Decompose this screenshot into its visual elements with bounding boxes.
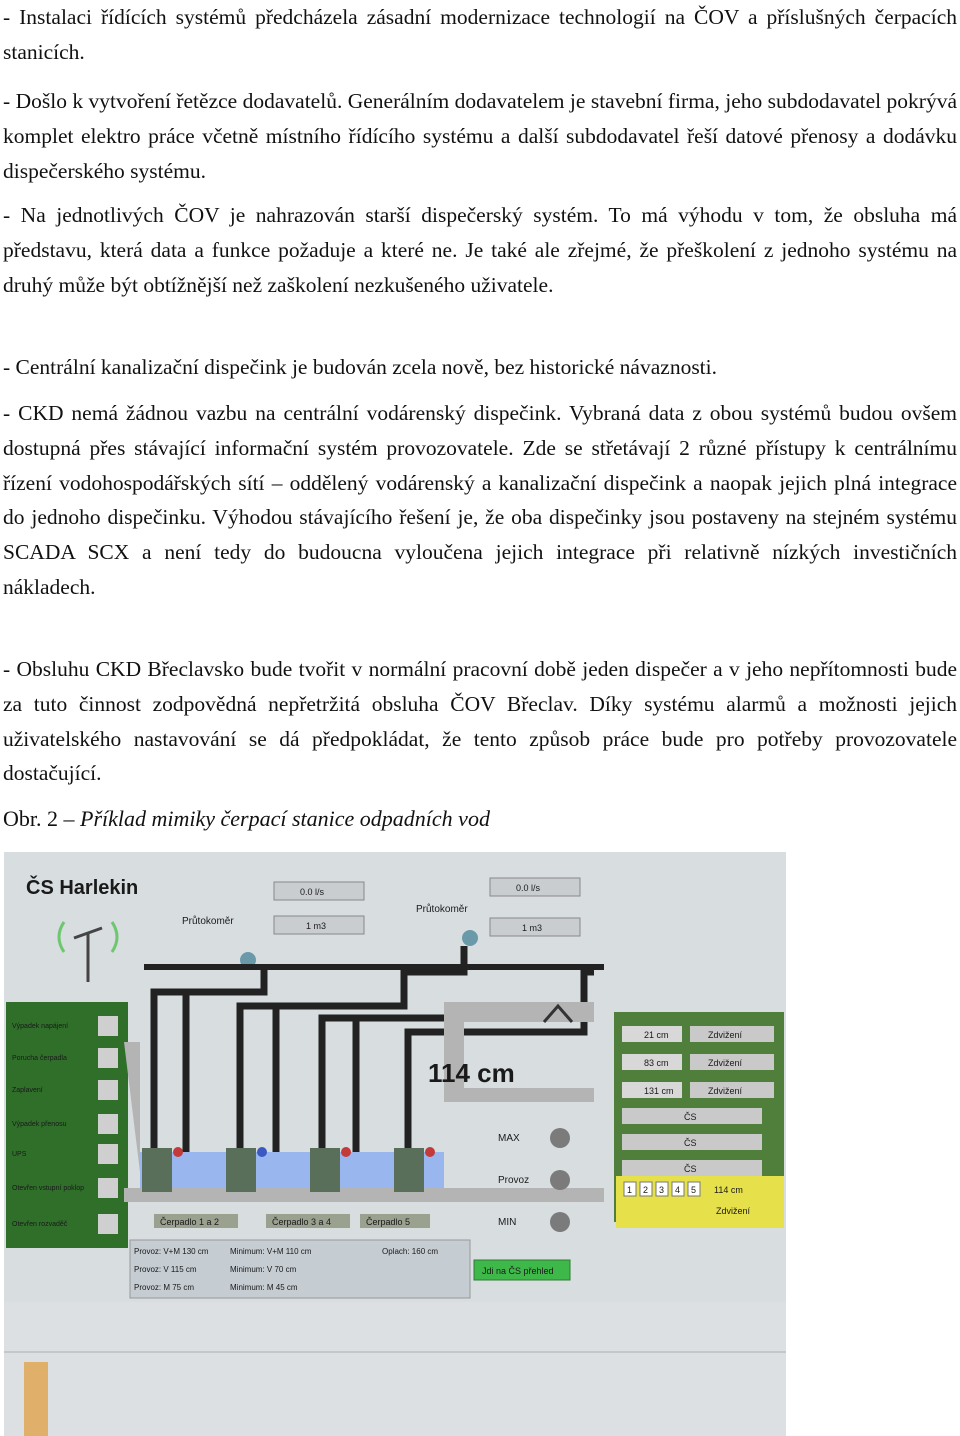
footer-marker [24, 1362, 48, 1436]
stage-number: 4 [675, 1185, 681, 1195]
pump-2 [226, 1148, 256, 1192]
status-level: 21 cm [644, 1030, 669, 1040]
pump-labels [154, 1214, 430, 1228]
stage-action: Zdvižení [716, 1206, 751, 1216]
param: Minimum: M 45 cm [230, 1283, 298, 1292]
legend-item: Porucha čerpadla [12, 1055, 67, 1062]
parameters-table [130, 1240, 470, 1298]
cs-row: ČS [684, 1138, 697, 1148]
pump-status [257, 1147, 267, 1157]
legend-item: Výpadek přenosu [12, 1121, 67, 1128]
legend-item: Otevřen rozvaděč [12, 1221, 68, 1228]
screen-footer [4, 1302, 786, 1436]
stage-number: 2 [643, 1185, 649, 1195]
indicator-min-lamp [550, 1212, 570, 1232]
status-action: Zdvižení [708, 1086, 743, 1096]
legend-item: UPS [12, 1151, 27, 1158]
main-pipe [144, 964, 604, 970]
paragraph-5: - CKD nemá žádnou vazbu na centrální vodárenský dispečink. Vybraná data z obou systémů budou ovšem dostupná přes stávající informační systém provozovatele. Zde se střetávají 2 různé přístupy k centrálnímu řízení vodohospodářských sítí – oddělený vodárenský a kanalizační dispečink a naopak jejich plná integrace do jednoho dispečinku. Výhodou stávajícího řešení je, že oba dispečinky jsou postaveny na stejném systému SCADA SCX a není tedy do budoucna vyloučena jejich integrace při relativně nízkých investičních nákladech. [3, 401, 957, 599]
level-value: 114 cm [428, 1058, 515, 1088]
cs-row: ČS [684, 1112, 697, 1122]
station-title: ČS Harlekin [26, 877, 139, 899]
status-rows [622, 1026, 774, 1098]
stage-level: 114 cm [714, 1185, 743, 1195]
pump-status [341, 1147, 351, 1157]
indicator-provoz: Provoz [498, 1175, 530, 1186]
param: Provoz: V+M 130 cm [134, 1247, 209, 1256]
cs-row: ČS [684, 1164, 697, 1174]
stage-number: 1 [627, 1185, 633, 1195]
indicator-max: MAX [498, 1133, 520, 1144]
flow-rate-2: 0.0 l/s [516, 883, 541, 893]
scada-photo [4, 852, 786, 1436]
pump-4 [394, 1148, 424, 1192]
status-level: 83 cm [644, 1058, 669, 1068]
pump-3 [310, 1148, 340, 1192]
pump-label-3: Čerpadlo 5 [366, 1217, 411, 1227]
indicator-provoz-lamp [550, 1170, 570, 1190]
flowmeter-2-icon [462, 930, 478, 946]
status-level: 131 cm [644, 1086, 674, 1096]
paragraph-2: - Došlo k vytvoření řetězce dodavatelů. Generálním dodavatelem je stavební firma, jeho subdodavatel pokrývá komplet elektro práce včetně místního řídícího systému a další subdodavatel řeší datové přenosy a dodávku dispečerského systému. [3, 89, 957, 183]
status-action: Zdvižení [708, 1030, 743, 1040]
pump-label-2: Čerpadlo 3 a 4 [272, 1217, 332, 1227]
flowmeter-label-2: Průtokoměr [416, 904, 468, 915]
legend-item: Výpadek napájení [12, 1023, 69, 1030]
cs-rows [622, 1108, 762, 1176]
param: Minimum: V 70 cm [230, 1265, 297, 1274]
indicator-min: MIN [498, 1217, 517, 1228]
paragraph-4: - Centrální kanalizační dispečink je budován zcela nově, bez historické návaznosti. [3, 355, 718, 379]
flowmeter-label-1: Průtokoměr [182, 916, 234, 927]
stage-number: 3 [659, 1185, 665, 1195]
overview-button-label: Jdi na ČS přehled [482, 1266, 554, 1276]
pump-status [173, 1147, 183, 1157]
param: Oplach: 160 cm [382, 1247, 439, 1256]
pump-status [425, 1147, 435, 1157]
param: Provoz: V 115 cm [134, 1265, 197, 1274]
flow-rate-1: 0.0 l/s [300, 887, 325, 897]
flow-total-1: 1 m3 [306, 921, 327, 931]
legend-item: Zaplavení [12, 1087, 43, 1094]
stage-number: 5 [691, 1185, 697, 1195]
flow-total-2: 1 m3 [522, 923, 543, 933]
paragraph-6: - Obsluhu CKD Břeclavsko bude tvořit v normální pracovní době jeden dispečer a v jeho nepřítomnosti bude za tuto činnost zodpovědná nepřetržitá obsluha ČOV Břeclav. Díky systému alarmů a možnosti jejich uživatelského nastavování se dá předpokládat, že tento způsob práce bude pro potřeby provozovatele dostačující. [3, 657, 957, 786]
caption-prefix: Obr. 2 – [3, 806, 80, 831]
legend-item: Otevřen vstupní poklop [12, 1185, 84, 1192]
indicator-max-lamp [550, 1128, 570, 1148]
status-action: Zdvižení [708, 1058, 743, 1068]
pump-1 [142, 1148, 172, 1192]
paragraph-1: - Instalaci řídících systémů předcházela zásadní modernizace technologií na ČOV a příslušných čerpacích stanicích. [3, 5, 957, 64]
scada-screen [4, 852, 786, 1436]
figure-caption [3, 802, 490, 836]
pump-label-1: Čerpadlo 1 a 2 [160, 1217, 220, 1227]
param: Minimum: V+M 110 cm [230, 1247, 312, 1256]
param: Provoz: M 75 cm [134, 1283, 195, 1292]
paragraph-3: - Na jednotlivých ČOV je nahrazován starší dispečerský systém. To má výhodu v tom, že obsluha má představu, která data a funkce požaduje a které ne. Je také ale zřejmé, že přeškolení z jednoho systému na druhý může být obtížnější než zaškolení nezkušeného uživatele. [3, 203, 957, 297]
caption-title: Příklad mimiky čerpací stanice odpadních vod [80, 806, 490, 831]
